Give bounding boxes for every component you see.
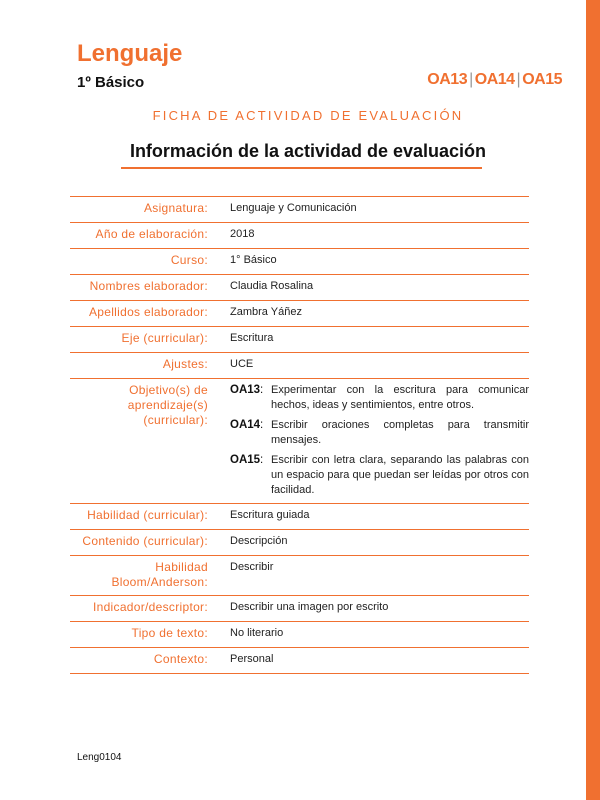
row-label: Nombres elaborador: bbox=[89, 279, 208, 293]
row-value: UCE bbox=[230, 358, 254, 370]
objective-code: OA13 bbox=[230, 384, 261, 396]
objective-text: Escribir con letra clara, separando las palabras con un espacio para que puedan ser leídas por otros con facilidad. bbox=[271, 454, 529, 496]
fiche-title: FICHA DE ACTIVIDAD DE EVALUACIÓN bbox=[152, 108, 464, 123]
row-label: Objetivo(s) de aprendizaje(s) (curricular): bbox=[127, 383, 208, 427]
row-value: No literario bbox=[230, 627, 284, 639]
row-objetivos bbox=[70, 379, 529, 504]
title-underline bbox=[121, 167, 482, 169]
row-contexto bbox=[70, 648, 529, 674]
row-value: Descripción bbox=[230, 535, 288, 547]
row-asignatura bbox=[70, 197, 529, 223]
objective-code: OA15 bbox=[230, 454, 261, 466]
row-label: Apellidos elaborador: bbox=[88, 305, 208, 319]
objective-text: Escribir oraciones completas para transmitir mensajes. bbox=[271, 419, 529, 446]
row-label: Ajustes: bbox=[162, 357, 208, 371]
subject-title: Lenguaje bbox=[77, 40, 183, 67]
row-value: Describir una imagen por escrito bbox=[230, 601, 389, 613]
row-label: Contexto: bbox=[153, 652, 208, 666]
row-label: Asignatura: bbox=[143, 201, 208, 215]
objective-item: OA14: Escribir oraciones completas para transmitir mensajes. bbox=[230, 419, 529, 446]
row-value: Lenguaje y Comunicación bbox=[230, 202, 357, 214]
row-value: Describir bbox=[230, 561, 274, 573]
oa-code: OA15 bbox=[522, 71, 562, 88]
objective-code: OA14 bbox=[230, 419, 261, 431]
row-indicador bbox=[70, 596, 529, 622]
row-label: Año de elaboración: bbox=[95, 227, 208, 241]
oa-code: OA14 bbox=[474, 71, 515, 88]
row-anio bbox=[70, 223, 529, 249]
row-apellidos bbox=[70, 301, 529, 327]
row-tipo bbox=[70, 622, 529, 648]
row-nombres bbox=[70, 275, 529, 301]
oa-separator: | bbox=[516, 71, 521, 88]
row-label: Tipo de texto: bbox=[131, 626, 208, 640]
info-title: Información de la actividad de evaluación bbox=[129, 141, 487, 161]
objective-text: Experimentar con la escritura para comunicar hechos, ideas y sentimientos, entre otros. bbox=[271, 384, 529, 411]
row-bloom bbox=[70, 556, 529, 596]
grade-label: 1º Básico bbox=[77, 74, 145, 91]
row-value: Escritura guiada bbox=[230, 509, 310, 521]
row-label: Habilidad (curricular): bbox=[87, 508, 208, 522]
objective-item: OA15: Escribir con letra clara, separando las palabras con un espacio para que puedan ser leídas por otros con facilidad. bbox=[230, 454, 529, 496]
oa-codes-header bbox=[427, 71, 562, 89]
oa-separator: | bbox=[469, 71, 473, 88]
row-ajustes bbox=[70, 353, 529, 379]
footer-code: Leng0104 bbox=[77, 752, 122, 763]
row-value: Escritura bbox=[230, 332, 274, 344]
row-label: Indicador/descriptor: bbox=[92, 600, 208, 614]
row-value: Claudia Rosalina bbox=[230, 280, 314, 292]
row-value: 2018 bbox=[230, 228, 255, 240]
row-label: Habilidad Bloom/Anderson: bbox=[111, 560, 208, 589]
objectives-list bbox=[208, 383, 529, 498]
oa-code: OA13 bbox=[427, 71, 468, 88]
row-habilidad bbox=[70, 504, 529, 530]
row-label: Curso: bbox=[170, 253, 208, 267]
row-curso bbox=[70, 249, 529, 275]
row-contenido bbox=[70, 530, 529, 556]
row-value: Personal bbox=[230, 653, 274, 665]
row-eje bbox=[70, 327, 529, 353]
row-label: Contenido (curricular): bbox=[82, 534, 208, 548]
row-value: Zambra Yáñez bbox=[230, 306, 302, 318]
row-label: Eje (curricular): bbox=[121, 331, 208, 345]
info-table bbox=[70, 196, 529, 674]
row-value: 1° Básico bbox=[230, 254, 277, 266]
objective-item: OA13: Experimentar con la escritura para comunicar hechos, ideas y sentimientos, entre otros. bbox=[230, 384, 529, 411]
